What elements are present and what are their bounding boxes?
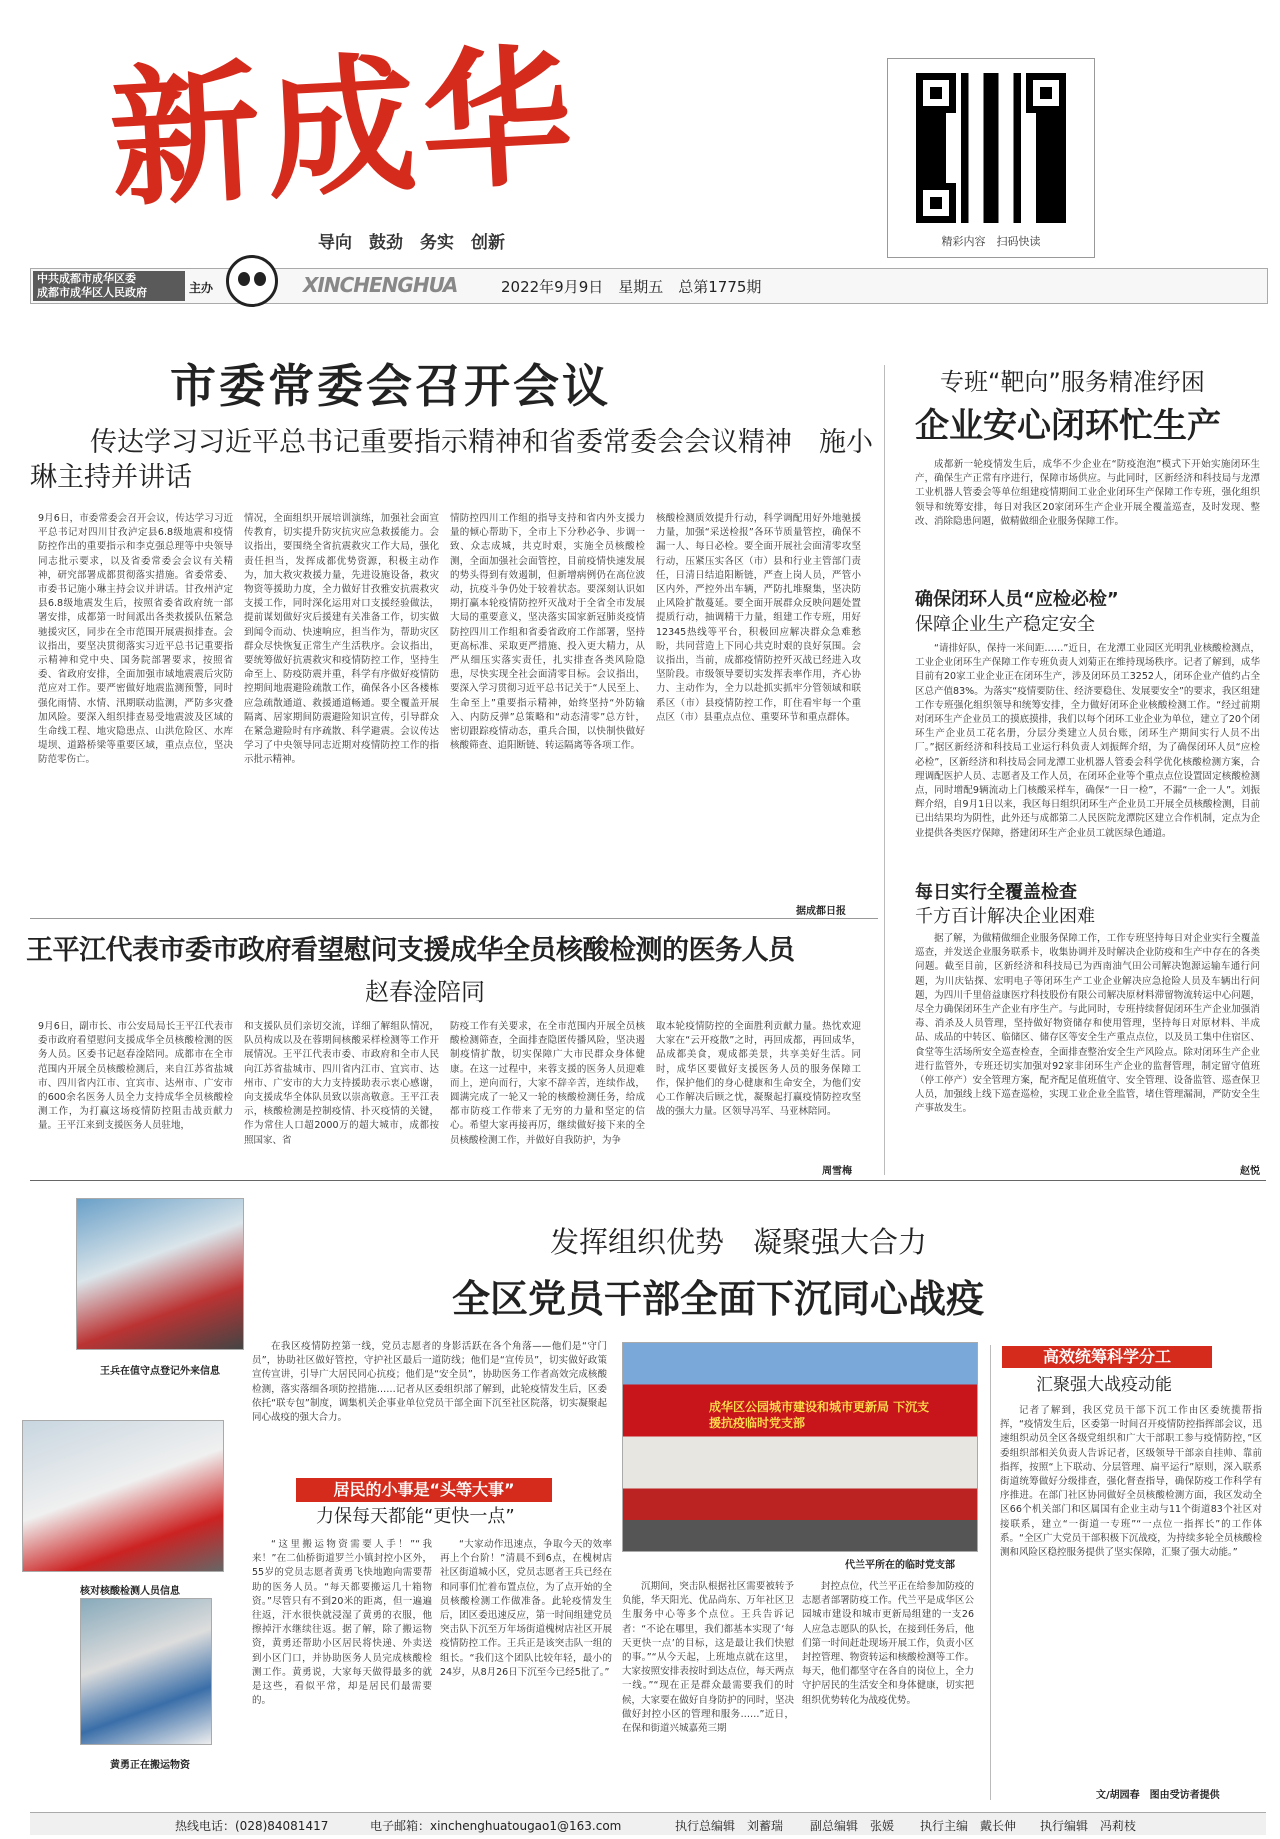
section-divider [30,918,878,919]
article2-col3: 防疫工作有关要求，在全市范围内开展全员核酸检测筛查，全面排查隐匿传播风险，坚决遏制疫情扩散，切实保障广大市民群众身体健康。在这一过程中，来蓉支援的医务人员迎难而上，逆向而行，大家不辞辛苦，连续作战，圆满完成了一轮又一轮的核酸检测任务，给成都市防疫工作带来了无穷的力量和坚定的信心。希望大家再接再厉，继续做好接下来的全员核酸检测工作，并做好自我防护，为争 [450,1021,645,1146]
photo-moving-supplies [80,1598,212,1745]
sponsor-line2: 成都市成华区人民政府 [37,286,147,299]
article2-col4: 取本轮疫情防控的全面胜利贡献力量。热忱欢迎大家在“云开疫散”之时，再回成都，再回成华，品成都美食，观成都美景，共享美好生活。同时，成华区要做好支援医务人员的服务保障工作，保护他们的身心健康和生命安全，为他们安心工作解决后顾之忧，凝聚起打赢疫情防控攻坚战的强大力量。区领导冯军、马亚林陪同。 [656,1021,861,1118]
article1-col3: 情防控四川工作组的指导支持和省内外支援力量的倾心帮助下，全市上下分秒必争、步调一致、众志成城，共克时艰，实施全员核酸检测，全面加强社会面管控，目前疫情快速发展的势头得到有效遏制，但新增病例仍在高位波动，抗疫斗争仍处于较着状态。要深刻认识如期打赢本轮疫情防控歼灭战对于全省全市发展大局的重要意义，坚决落实国家新冠肺炎疫情防控四川工作组和省委省政府工作部署，坚持更高标准、采取更严措施、投入更大精力，从严从细压实落实责任，扎实排查各类风险隐患，尽快实现全社会面清零目标。会议指出，要深入学习贯彻习近平总书记关于“人民至上、生命至上”重要指示精神，始终坚持“外防输入、内防反弹”总策略和“动态清零”总方针，密切跟踪疫情动态，重兵合围，以快制快做好核酸筛查、追阳断链、转运隔离等各项工作。 [450,513,645,752]
banner-sign: 成华区公园城市建设和城市更新局 下沉支援抗疫临时党支部 [709,1400,930,1430]
qr-code-icon [916,73,1066,223]
article3-col4: 封控点位，代兰平正在给参加防疫的志愿者部署防疫工作。代兰平是成华区公园城市建设和城市更新局组建的一支26人应急志愿队的队长，在接到任务后，他们第一时间赶赴现场开展工作，负责小区封控管理、物资转运和核酸检测等工作。每天，他们都坚守在各自的岗位上，全力守护居民的生活安全和身体健康，切实把组织优势转化为战疫优势。 [802,1581,974,1706]
article2-col1: 9月6日，副市长、市公安局局长王平江代表市委市政府看望慰问支援成华全员核酸检测的医务人员。区委书记赵春淦陪同。成都市在全市范围内开展全员核酸检测后，来自江苏省盐城市、四川省内江市、宜宾市、达州市、广安市的600余名医务人员全力支持成华全员核酸检测工作，为打赢这场疫情防控阻击战贡献力量。王平江来到支援医务人员驻地， [38,1021,233,1132]
panda-mascot-icon [226,255,278,307]
sidebar-section1-text: “请排好队，保持一米间距……”近日，在龙潭工业园区光明乳业核酸检测点，工业企业闭环生产保障工作专班负责人刘菊正在维持现场秩序。记者了解到，成华目前有20家工业企业正在闭环生产，涉及闭环员工3252人，闭环企业产值约占全区总产值83%。为落实“疫情要防住、经济要稳住、发展要安全”的要求，我区组建工作专班强化组织领导和统筹安排，全力做好闭环企业核酸检测工作。“经过前期对闭环生产企业员工的摸底摸排，我们以每个闭环工业企业为单位，建立了20个闭环生产企业员工花名册，分层分类建立人员台账，闭环生产期间实行人员不出厂。”据区新经济和科技局工业运行科负责人刘振辉介绍，为了确保闭环人员“应检必检”，区新经济和科技局会同龙潭工业机器人管委会科学优化核酸检测方案，合理调配医护人员、志愿者及工作人员，在闭环企业等个重点点位设置固定核酸检测点，同时增配9辆流动上门核酸采样车，确保“一日一检”，不漏“一企一人”。刘振辉介绍，自9月1日以来，我区每日组织闭环生产企业员工开展全员核酸检测，目前已出结果均为阴性，此外还与成都第二人民医院龙潭院区建立合作机制，定点为企业提供各类医疗保障，搭建闭环生产企业员工就医绿色通道。 [915,643,1260,839]
article2-col2: 和支援队员们亲切交流，详细了解组队情况，队员构成以及在蓉期间核酸采样检测等工作开展情况。王平江代表市委、市政府和全市人民向江苏省盐城市、四川省内江市、宜宾市、达州市、广安市的大力支持援助表示衷心感谢，向支援成华全体队员致以崇高敬意。王平江表示，核酸检测是控制疫情、扑灭疫情的关键，作为常住人口超2000万的超大城市，成都按照国家、省 [244,1021,439,1146]
footer-deputy-editor: 副总编辑 张媛 [810,1819,895,1833]
sidebar-section2-title: 每日实行全覆盖检查 [915,882,1077,903]
article3-col3: 沉期间，突击队根据社区需要被转予负能，华天阳光、优品尚东、万年社区卫生服务中心等多个点位。王兵告诉记者：“不论在哪里，我们都基本实现了‘每天更快一点’的目标，这是最让我们快慰的事。”“从今天起，上班地点就在这里，大家按照安排表按时到达点位，每天两点一线。”“现在正是群众最需要我们的时候，大家要在做好自身防护的同时，坚决做好封控小区的管理和服务……”近日，在保和街道兴城嘉苑三期 [622,1581,794,1735]
sidebar-section1-sub: 保障企业生产稳定安全 [915,614,1095,635]
article3-lead: 在我区疫情防控第一线，党员志愿者的身影活跃在各个角落——他们是“守门员”，协助社区做好管控，守护社区最后一道防线；他们是“宣传员”，切实做好政策宣传宣讲，引导广大居民同心抗疫；他们是“安全员”，协助医务工作者高效完成核酸检测，落实落细各项防控措施……记者从区委组织部了解到，此轮疫情发生后，区委依托“联专包”制度，调集机关企事业单位党员干部全面下沉至社区院落，切实凝聚起同心战疫的强大合力。 [252,1341,607,1424]
article1-subtitle: 传达学习习近平总书记重要指示精神和省委常委会会议精神 施小琳主持并讲话 [30,427,873,493]
sidebar-section1-title: 确保闭环人员“应检必检” [915,589,1119,610]
masthead-slogans: 导向 鼓劲 务实 创新 [318,233,505,253]
sponsor-block [33,271,185,301]
photo-caption-1: 王兵在值守点登记外来信息 [100,1366,220,1377]
article1-col1: 9月6日，市委常委会召开会议，传达学习习近平总书记对四川甘孜泸定县6.8级地震和疫情防控作出的重要指示和李克强总理等中央领导同志批示要求，以及省委常委会会议有关精神，研究部署成都贯彻落实措施。省委常委、市委书记施小琳主持会议并讲话。甘孜州泸定县6.8级地震发生后，按照省委省政府统一部署安排，成都第一时间派出各类救援队伍紧急驰援灾区，同步在全市范围开展震损排查。会议指出，要坚决贯彻落实习近平总书记重要指示精神和党中央、国务院部署要求，按照省委、省政府安排，全面加强市域地震震后灾防范应对工作。要严密做好地震监测预警，同时强化雨情、水情、汛期联动监测，严防多灾叠加风险。要深入组织排查易受地震波及区域的生命线工程、地灾隐患点、山洪危险区、水库堤坝、道路桥梁等重要区域，重点点位，坚决防范零伤亡。 [38,513,233,766]
article3-credit: 文/胡园春 图由受访者提供 [1096,1790,1220,1801]
article3-box2-title: 高效统筹科学分工 [1002,1346,1212,1368]
qr-code-box [887,58,1095,258]
photo-caption-3: 黄勇正在搬运物资 [110,1760,190,1771]
footer-hotline: 热线电话：(028)84081417 [175,1819,329,1833]
article3-col2: “大家动作迅速点，争取今天的效率再上个台阶！”清晨不到6点，在槐树店社区街道城小区，党员志愿者王兵已经在和同事们忙着布置点位，为了点开始的全员核酸检测工作做准备。此轮疫情发生后，团区委迅速反应，第一时间组建党员突击队下沉至万年场街道槐树店社区开展疫情防控工作。王兵正是该突击队一组的组长。“我们这个团队比较年轻，最小的24岁，从8月26日下沉至今已经5批了。” [440,1539,612,1678]
sidebar-title: 企业安心闭环忙生产 [915,406,1221,446]
sidebar-credit: 赵悦 [1240,1166,1260,1177]
article1-credit: 据成都日报 [796,906,846,917]
pinyin-title: XINCHENGHUA [303,273,458,297]
article3-box2-sub: 汇聚强大战疫动能 [1036,1375,1172,1395]
column-divider [884,365,885,1175]
info-bar [30,268,1268,304]
photo-party-branch [622,1342,978,1552]
article3-kicker: 发挥组织优势 凝聚强大合力 [550,1225,928,1259]
article2-title: 王平江代表市委市政府看望慰问支援成华全员核酸检测的医务人员 [26,935,795,966]
sidebar-section2-sub: 千方百计解决企业困难 [915,906,1095,927]
sponsor-suffix: 主办 [189,281,214,295]
issue-dateline: 2022年9月9日 星期五 总第1775期 [501,278,762,296]
article2-credit: 周雪梅 [822,1166,852,1177]
qr-caption: 精彩内容 扫码快读 [941,235,1041,248]
photo-caption-2: 核对核酸检测人员信息 [80,1586,180,1597]
sidebar-section2-text: 据了解，为做精做细企业服务保障工作，工作专班坚持每日对企业实行全覆盖巡查，并发送企业服务联系卡，收集协调并及时解决企业防疫和生产中存在的各类问题。截至目前，区新经济和科技局已为西南油气田公司解决饱源运输车通行问题，为川庆钻探、宏明电子等闭环生产工业企业解决应急抢险人员及车辆出行问题，为四川千里倍益康医疗科技股份有限公司解决原材料滞留物流转运中心问题，尽全力确保闭环生产企业有序生产。与此同时，专班持续督促闭环生产企业加强消毒、消杀及人员管理，坚持做好物资储存和使用管理，坚持每日对原材料、半成品、成品的中转区、临储区、储存区等安全生产重点点位，以及员工集中住宿区、食堂等生活场所安全巡查检查，全面排查整治安全生产风险点。除对闭环生产企业进行监管外，专班还切实加强对92家非闭环生产企业的监督管理，制定留守值班（停工停产）安全管理方案，配齐配足值班值守、安全管理、设备监管、巡查保卫人员，加强线上线下巡查巡检，实现工业企业全监管，堵住管理漏洞，严防安全生产事故发生。 [915,933,1260,1115]
sidebar-kicker: 专班“靶向”服务精准纾困 [940,368,1205,396]
newspaper-logo: 新成华 [105,27,583,229]
footer-exec-editor: 执行总编辑 刘蓄瑞 [675,1819,784,1833]
photo-checkpoint [76,1198,244,1350]
footer-exec-chief: 执行主编 戴长伸 [920,1819,1017,1833]
article1-col2: 情况，全面组织开展培训演练，加强社会面宣传教育，切实提升防灾抗灾应急救援能力。会议指出，要围绕全省抗震救灾工作大局，强化责任担当，发挥成都优势资源，积极主动作为，加大救灾救援力量，先进设施设备，救灾物资等援助力度，全力做好甘孜雅安抗震救灾支援工作，同时深化运用对口支援经验做法，提前谋划做好灾后援建有关准备工作，切实做到闻令而动、快速响应，担当作为，帮助灾区群众尽快恢复正常生产生活秩序。会议指出，要统筹做好抗震救灾和疫情防控工作，坚持生命至上、防疫防震并重，科学有序做好疫情防控期间地震避险疏散工作，确保各小区各楼栋应急疏散通道、救援通道畅通。要全覆盖开展隔离、居家期间防震避险知识宣传，引导群众在紧急避险时有序疏散、科学避震。会议传达学习了中央领导同志近期对疫情防控工作的指示批示精神。 [244,513,439,766]
column-divider [990,1345,991,1800]
article1-col4: 核酸检测质效提升行动，科学调配用好外地驰援力量，加强“采送检报”各环节质量管控，确保不漏一人、每日必检。要全面开展社会面清零攻坚行动，压紧压实各区（市）县和行业主管部门责任，日清日结追阳断链，严查上岗人员，严管小区内外，严控外出车辆，严防扎堆聚集，坚决防止风险扩散蔓延。要全面开展群众反映问题处置提质行动，抽调精干力量，组建工作专班，用好12345热线等平台，积极回应解决群众急难愁盼，共同营造上下同心共克时艰的良好氛围。会议指出，当前，成都疫情防控歼灭战已经进入攻坚阶段。市级领导要切实发挥表率作用，齐心协力、主动作为，全力以赴抓实抓牢分管领域和联系区（市）县疫情防控工作，盯住看牢每一个重点区（市）县重点点位、重要环节和重点群体。 [656,513,861,723]
footer-email: 电子邮箱：xinchenghuatougao1@163.com [370,1819,622,1833]
article3-title: 全区党员干部全面下沉同心战疫 [452,1277,985,1321]
article2-subtitle: 赵春淦陪同 [365,978,485,1006]
photo-check-info [22,1420,224,1572]
article3-box1-title: 居民的小事是“头等大事” [296,1478,552,1502]
sponsor-line1: 中共成都市成华区委 [37,272,136,285]
article3-box1-sub: 力保每天都能“更快一点” [316,1506,515,1527]
article3-col5: 记者了解到，我区党员干部下沉工作由区委统揽帮指挥，“疫情发生后，区委第一时间召开疫情防控指挥部会议，迅速组织动员全区各级党组织和广大干部职工参与疫情防控，”区委组织部相关负责人告诉记者，区级领导干部亲自挂帅、靠前指挥，按照“上下联动、分层管理、扁平运行”原则，深入联系街道统筹做好分级排查，强化督查指导，确保防疫工作科学有序推进。在部门社区协同做好全员核酸检测方面，我区发动全区66个机关部门和区属国有企业主动与11个街道83个社区对接联系，建立“一街道一专班”“一点位一指挥长”的工作体系。“全区广大党员干部积极下沉战疫，为持续多轮全员核酸检测和风险区稳控服务提供了坚实保障，汇聚了强大动能。” [1000,1405,1262,1559]
section-divider [30,1180,1266,1181]
article3-col1: “这里搬运物资需要人手！”“我来！”在二仙桥街道罗兰小镇封控小区外，55岁的党员志愿者黄勇飞快地跑向需要帮助的医务人员。“每天都要搬运几十箱物资。”尽管只有不到20米的距离，但一遍遍往返，汗水很快就浸湿了黄勇的衣服，他擦掉汗水继续往返。据了解，除了搬运物资，黄勇还帮助小区居民将快递、外卖送到小区门口，并协助医务人员完成核酸检测工作。黄勇说，大家每天做得最多的就是这些，看似平常，却是居民们最需要的。 [252,1539,432,1707]
footer-exec-editing: 执行编辑 冯莉枝 [1040,1819,1137,1833]
footer-bar [30,1812,1266,1835]
sidebar-lead: 成都新一轮疫情发生后，成华不少企业在“防疫泡泡”模式下开始实施闭环生产，确保生产正常有序进行，保障市场供应。与此同时，区新经济和科技局与龙潭工业机器人管委会等单位组建疫情期间工业企业闭环生产保障工作专班，强化组织领导和统筹安排，每日对我区20家闭环生产企业开展全覆盖巡查，及时发现、整改、消除隐患问题，做精做细企业服务保障工作。 [915,459,1260,527]
main-photo-caption: 代兰平所在的临时党支部 [845,1560,955,1571]
article1-title: 市委常委会召开会议 [170,359,611,413]
